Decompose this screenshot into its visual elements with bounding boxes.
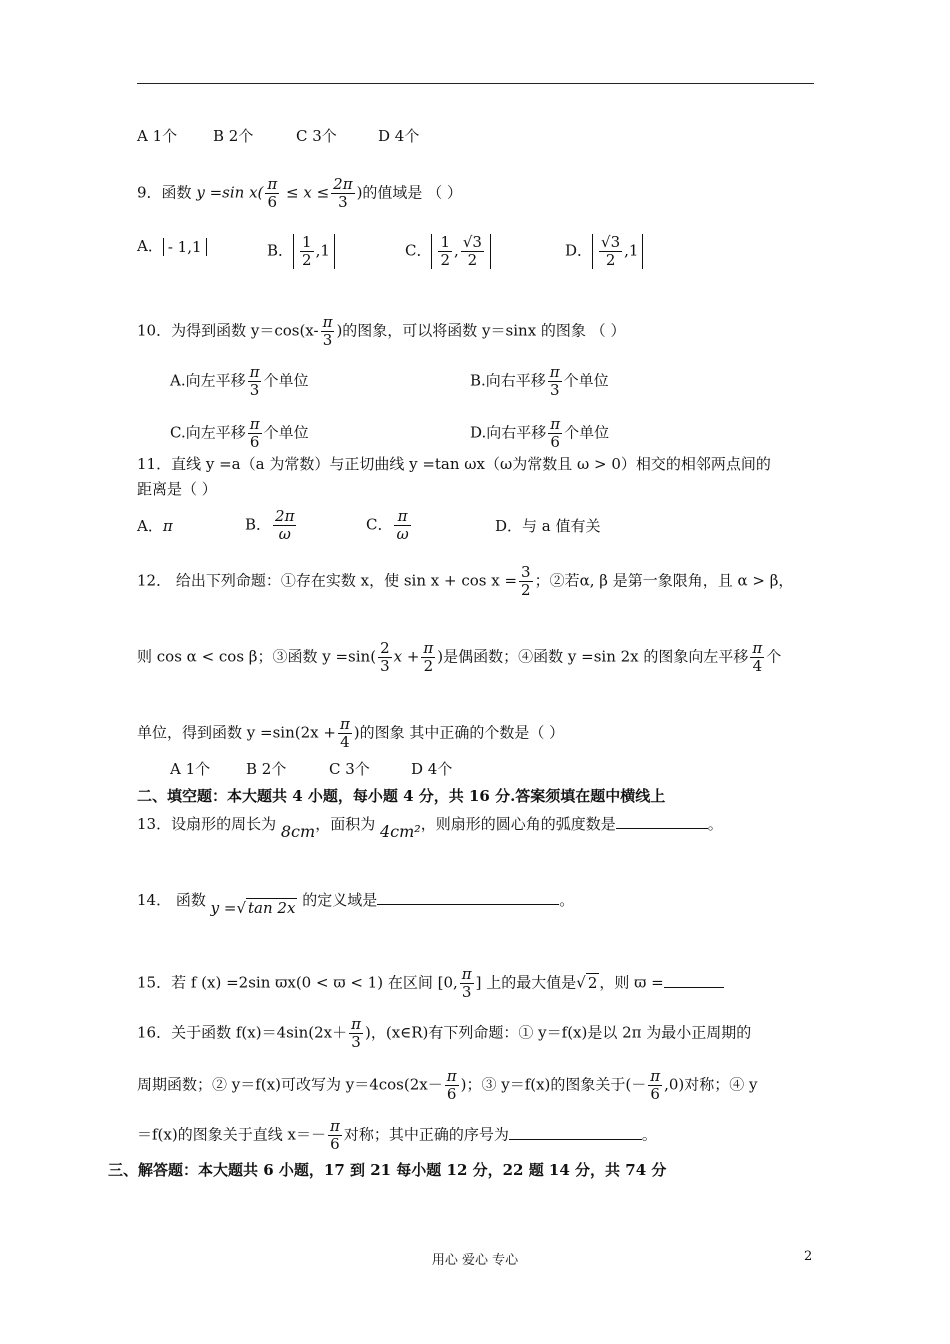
q8-option-d: D 4个 bbox=[378, 127, 420, 145]
question-12-line2: 则 cos α < cos β；③函数 y =sin( $\frac{2}{3}$ x + $\frac{\pi}{2}$ )是偶函数；④函数 y =sin 2x 的图象向左平移 $\frac{\pi}{4}$ 个 bbox=[137, 639, 782, 675]
header-rule bbox=[137, 83, 814, 84]
section-3-heading: 三、解答题：本大题共 6 小题，17 到 21 每小题 12 分，22 题 14 分，共 74 分 bbox=[108, 1161, 667, 1179]
question-11-line2: 距离是（ ） bbox=[137, 480, 217, 498]
question-9: 9．函数 y =sin x( $\frac{\pi}{6}$ ≤ x ≤ $\frac{2\pi}{3}$ )的值域是 （ ） bbox=[137, 175, 462, 211]
question-12-line1: 12． 给出下列命题：①存在实数 x，使 sin x + cos x = $\frac{3}{2}$ ；②若α, β 是第一象限角，且 α > β， bbox=[137, 563, 794, 599]
q10-option-b: B.向右平移 $\frac{\pi}{3}$ 个单位 bbox=[470, 363, 609, 399]
q12-option-a: A 1个 bbox=[170, 760, 211, 778]
q9-option-b: B． $\frac{1}{2}$ ,1 bbox=[267, 234, 335, 269]
page-number: 2 bbox=[804, 1249, 813, 1264]
q11-option-a: A．π bbox=[137, 517, 173, 535]
section-2-heading: 二、填空题：本大题共 4 小题，每小题 4 分，共 16 分.答案须填在题中横线上 bbox=[137, 787, 666, 805]
q10-option-d: D.向右平移 $\frac{\pi}{6}$ 个单位 bbox=[470, 415, 610, 451]
page-footer: 用心 爱心 专心 bbox=[431, 1253, 519, 1268]
q9-option-c: C． $\frac{1}{2}$ , $\frac{√3}{2}$ bbox=[405, 234, 491, 269]
q9-option-a: A． - 1,1 bbox=[137, 236, 207, 256]
q9-option-d: D． $\frac{√3}{2}$ ,1 bbox=[565, 234, 643, 269]
question-16-line2: 周期函数；② y＝f(x)可改写为 y＝4cos(2x－ $\frac{\pi}{6}$ )；③ y＝f(x)的图象关于(－ $\frac{\pi}{6}$ ,0)对称；④ y bbox=[137, 1067, 758, 1103]
q10-option-c: C.向左平移 $\frac{\pi}{6}$ 个单位 bbox=[170, 415, 309, 451]
q12-option-c: C 3个 bbox=[329, 760, 370, 778]
q10-option-a: A.向左平移 $\frac{\pi}{3}$ 个单位 bbox=[170, 363, 309, 399]
question-12-line3: 单位，得到函数 y =sin(2x + $\frac{\pi}{4}$ )的图象 其中正确的个数是（ ） bbox=[137, 715, 565, 751]
q11-option-c: C． $\frac{\pi}{\omega}$ bbox=[366, 507, 409, 543]
question-13: 13．设扇形的周长为 8cm，面积为 4cm²，则扇形的圆心角的弧度数是 。 bbox=[137, 815, 723, 841]
q8-option-b: B 2个 bbox=[213, 127, 254, 145]
q8-option-c: C 3个 bbox=[296, 127, 337, 145]
q12-option-b: B 2个 bbox=[246, 760, 287, 778]
q11-option-b: B． $\frac{2\pi}{\omega}$ bbox=[245, 507, 295, 543]
question-15: 15．若 f (x) =2sin ϖx(0 < ϖ < 1) 在区间 [0, $\frac{\pi}{3}$ ] 上的最大值是√ 2 ，则 ϖ = bbox=[137, 966, 724, 1001]
question-16-line3: ＝f(x)的图象关于直线 x＝－ $\frac{\pi}{6}$ 对称；其中正确的序号为 。 bbox=[137, 1117, 657, 1153]
q11-option-d: D．与 a 值有关 bbox=[495, 517, 601, 535]
question-16-line1: 16．关于函数 f(x)＝4sin(2x＋ $\frac{\pi}{3}$ )，(x∈R)有下列命题：① y＝f(x)是以 2π 为最小正周期的 bbox=[137, 1015, 752, 1051]
q12-option-d: D 4个 bbox=[411, 760, 453, 778]
question-10: 10．为得到函数 y＝cos(x- $\frac{\pi}{3}$ )的图象，可以将函数 y＝sinx 的图象 （ ） bbox=[137, 313, 626, 349]
question-14: 14． 函数 y =√ tan 2x 的定义域是 。 bbox=[137, 891, 575, 917]
question-11-line1: 11．直线 y =a（a 为常数）与正切曲线 y =tan ωx（ω为常数且 ω > 0）相交的相邻两点间的 bbox=[137, 455, 771, 473]
q8-option-a: A 1个 bbox=[137, 127, 178, 145]
